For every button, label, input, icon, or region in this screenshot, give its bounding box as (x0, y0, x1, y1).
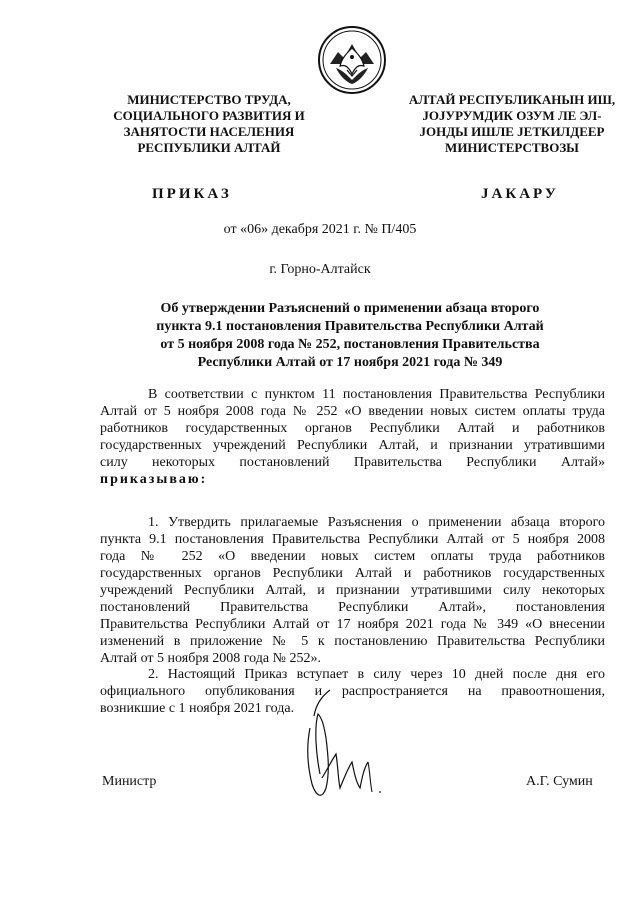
title-line: от 5 ноября 2008 года № 252, постановления Правительства (160, 337, 540, 352)
doc-type-russian: ПРИКАЗ (152, 186, 232, 202)
paragraph-line: пункта 9.1 постановления Правительства Республики Алтай от 5 ноября 2008 (100, 532, 605, 547)
header-right-line: АЛТАЙ РЕСПУБЛИКАНЫН ИШ, (408, 92, 616, 107)
paragraph-line: возникшие с 1 ноября 2021 года. (100, 701, 295, 716)
paragraph-line: постановлений Правительства Республики Алтай», постановления (100, 600, 605, 615)
order-date-number: от «06» декабря 2021 г. № П/405 (223, 222, 417, 237)
paragraph-line: учреждений Республики Алтай, и признании утратившими силу некоторых (100, 583, 605, 598)
paragraph-line: государственных учреждений Республики Алтай, и признании утратившими (100, 438, 605, 453)
header-left-line: МИНИСТЕРСТВО ТРУДА, (127, 92, 291, 107)
order-city: г. Горно-Алтайск (269, 262, 371, 277)
altai-emblem-icon (316, 24, 388, 96)
signatory-title: Министр (102, 774, 157, 789)
header-left-line: СОЦИАЛЬНОГО РАЗВИТИЯ И (113, 108, 305, 123)
paragraph-line: Правительства Республики Алтай от 17 ноября 2021 года № 349 «О внесении (100, 617, 605, 632)
orders-word: приказываю: (100, 472, 208, 487)
paragraph-line: работников государственных органов Республики Алтай и работников (100, 421, 605, 436)
header-left-line: РЕСПУБЛИКИ АЛТАЙ (137, 140, 281, 155)
ministry-name-russian (86, 92, 332, 156)
title-line: пункта 9.1 постановления Правительства Республики Алтай (156, 319, 544, 334)
clause-1-paragraph (100, 514, 605, 667)
header-left-line: ЗАНЯТОСТИ НАСЕЛЕНИЯ (123, 124, 295, 139)
preamble-paragraph (100, 386, 605, 488)
ministry-name-altai (402, 92, 622, 156)
handwritten-signature-icon (296, 688, 386, 806)
paragraph-line: В соответствии с пунктом 11 постановления Правительства Республики (148, 387, 605, 402)
title-line: Республики Алтай от 17 ноября 2021 года № 349 (197, 355, 503, 370)
signatory-name: А.Г. Сумин (526, 774, 593, 789)
header-right-line: МИНИСТЕРСТВОЗЫ (445, 140, 579, 155)
paragraph-line: Алтай от 5 ноября 2008 года № 252 «О введении новых систем оплаты труда (100, 404, 605, 419)
paragraph-line: официального опубликования и распространяется на правоотношения, (100, 684, 605, 699)
header-right-line: ЈОНДЫ ИШЛЕ ЈЕТКИЛДЕЕР (419, 124, 605, 139)
paragraph-line: государственных органов Республики Алтай и работников государственных (100, 566, 605, 581)
paragraph-line: 1. Утвердить прилагаемые Разъяснения о применении абзаца второго (148, 515, 605, 530)
paragraph-line: 2. Настоящий Приказ вступает в силу через 10 дней после дня его (148, 667, 605, 682)
paragraph-line: года № 252 «О введении новых систем оплаты труда работников (100, 549, 605, 564)
paragraph-line: изменений в приложение № 5 к постановлению Правительства Республики (100, 634, 605, 649)
paragraph-line: силу некоторых постановлений Правительства Республики Алтай» (100, 455, 605, 470)
title-line: Об утверждении Разъяснений о применении абзаца второго (160, 301, 540, 316)
header-right-line: ЈОЈУРУМДИК ОЗУМ ЛЕ ЭЛ- (422, 108, 602, 123)
order-title (100, 300, 600, 372)
paragraph-line: Алтай от 5 ноября 2008 года № 252». (100, 651, 321, 666)
doc-type-altai: ЈАКАРУ (481, 186, 559, 202)
